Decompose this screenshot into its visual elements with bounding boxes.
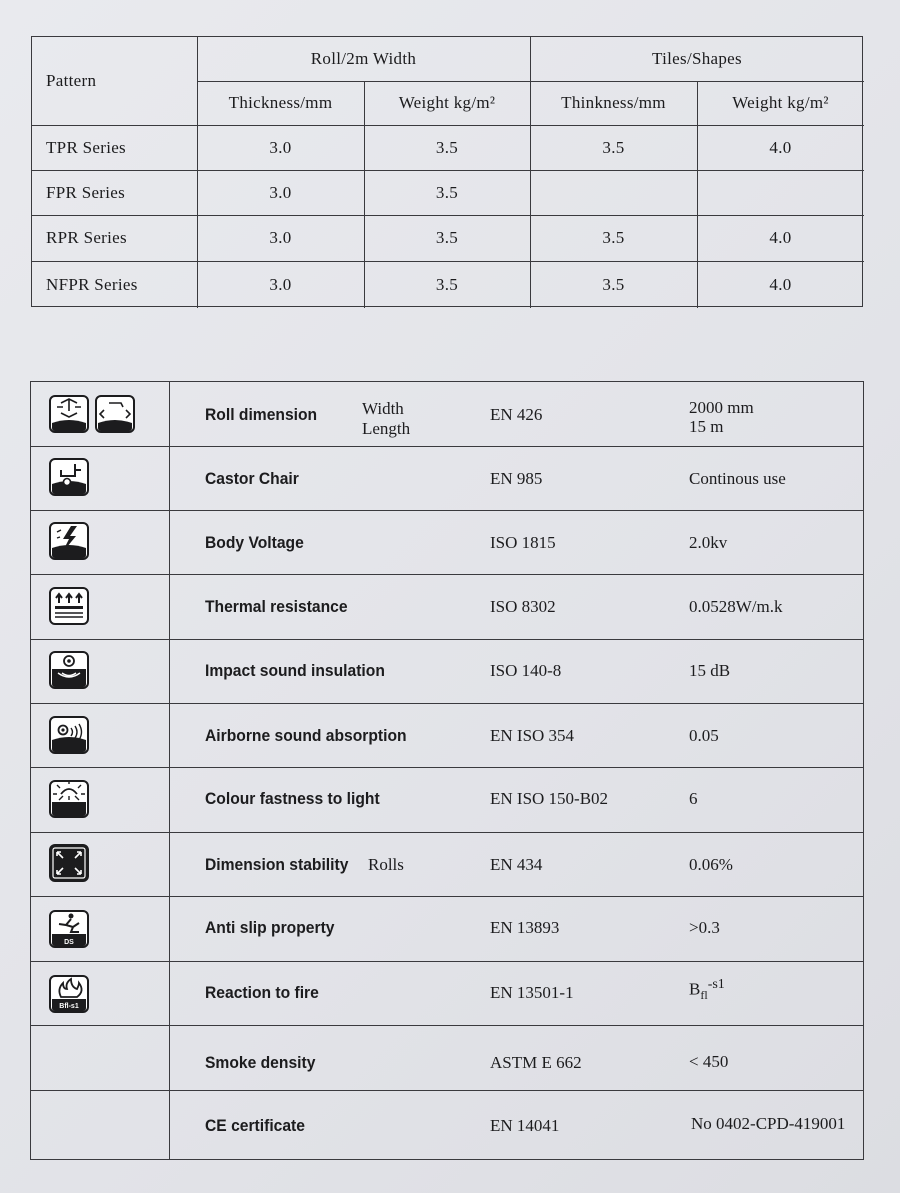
spec-name: Body Voltage [205,533,304,552]
spec-row [31,510,863,574]
table-cell-roll-weight: 3.5 [435,137,459,157]
table-cell-roll-thickness: 3.0 [269,182,292,202]
spec-standard: EN 985 [490,469,543,488]
table-cell-tiles-weight: 4.0 [769,228,792,247]
spec-value-length: 15 m [689,417,724,436]
spec-row [31,382,863,446]
spec-value: >0.3 [689,918,720,937]
spec-standard: ISO 8302 [490,597,556,616]
table-cell-tiles-thickness: 3.5 [602,228,625,247]
airborne-sound-icon [49,716,89,754]
spec-sub-rolls: Rolls [368,855,404,874]
spec-value [689,975,725,1005]
spec-row [31,639,863,703]
table-row-pattern: TPR Series [46,137,126,157]
spec-name: Airborne sound absorption [205,726,407,745]
header-tiles-group: Tiles/Shapes [652,49,742,68]
table-cell-roll-weight: 3.5 [435,228,459,247]
spec-standard: EN 434 [490,855,543,874]
spec-standard: EN 426 [490,405,543,424]
spec-name: Thermal resistance [205,597,348,616]
header-tiles-weight: Weight kg/m² [732,93,829,112]
spec-standard: EN 14041 [490,1116,560,1135]
table-cell-tiles-weight: 4.0 [769,137,792,157]
spec-row [31,574,863,639]
header-tiles-thickness: Thinkness/mm [561,93,666,112]
spec-row [31,961,863,1090]
spec-table [30,381,864,1160]
spec-value: No 0402-CPD-419001 [691,1114,846,1133]
table-cell-roll-thickness: 3.0 [269,137,292,157]
spec-value: Continous use [689,469,786,488]
dimension-stability-icon [49,844,89,882]
spec-value: 0.06% [689,855,733,874]
thermal-resistance-icon [49,587,89,625]
table-row-pattern: RPR Series [46,228,127,247]
spec-name: CE certificate [205,1116,305,1135]
spec-name: Anti slip property [205,918,335,937]
table-cell-tiles-weight: 4.0 [769,274,792,294]
header-pattern: Pattern [46,71,97,90]
spec-value: 2.0kv [689,533,728,552]
spec-row [31,832,863,896]
colour-fastness-icon [49,780,89,818]
spec-name: Reaction to fire [205,983,319,1002]
roll-dimension-length-icon [95,395,135,433]
header-roll-group: Roll/2m Width [310,49,417,68]
spec-name: Colour fastness to light [205,789,380,808]
spec-value: < 450 [689,1052,729,1071]
spec-value: 6 [689,789,698,808]
anti-slip-icon [49,910,89,948]
spec-value: 15 dB [689,661,731,680]
spec-value: 0.0528W/m.k [689,597,783,616]
spec-row [31,767,863,832]
spec-standard: EN ISO 150-B02 [490,789,609,808]
spec-row [31,896,863,961]
roll-dimension-width-icon [49,395,89,433]
spec-name: Smoke density [205,1053,316,1072]
spec-row [31,703,863,767]
spec-name: Dimension stability [205,855,349,874]
body-voltage-icon [49,522,89,560]
spec-standard: EN ISO 354 [490,726,575,745]
spec-standard: ASTM E 662 [490,1053,582,1072]
spec-name: Impact sound insulation [205,661,385,680]
spec-sub-length: Length [362,419,411,438]
impact-sound-icon [49,651,89,689]
spec-name: Castor Chair [205,469,299,488]
spec-standard: ISO 1815 [490,533,556,552]
header-roll-thickness: Thickness/mm [228,93,333,112]
table-row-pattern: NFPR Series [46,274,138,294]
pattern-table [31,36,863,307]
fire-class-sub: fl [700,988,708,1003]
table-cell-roll-weight: 3.5 [435,274,459,294]
table-cell-tiles-thickness: 3.5 [602,137,625,157]
spec-name: Roll dimension [205,405,318,424]
spec-sub-width: Width [362,399,404,418]
anti-slip-icon-label: DS [64,939,74,946]
spec-standard: EN 13893 [490,918,560,937]
table-cell-tiles-weight [697,170,864,215]
fire-class-main: B [689,979,701,999]
table-cell-roll-weight: 3.5 [435,182,459,202]
spec-row [31,446,863,510]
fire-class-suffix: -s1 [707,977,725,992]
reaction-to-fire-icon-label: Bfl-s1 [59,1003,79,1010]
table-row-pattern: FPR Series [46,182,126,202]
table-cell-roll-thickness: 3.0 [269,274,292,294]
table-cell-tiles-thickness: 3.5 [602,274,625,294]
table-cell-roll-thickness: 3.0 [269,228,292,247]
header-roll-weight: Weight kg/m² [398,93,496,112]
spec-standard: EN 13501-1 [490,983,574,1002]
spec-value-width: 2000 mm [689,398,754,417]
table-cell-tiles-thickness [530,170,697,215]
castor-chair-icon [49,458,89,496]
reaction-to-fire-icon [49,975,89,1013]
spec-standard: ISO 140-8 [490,661,562,680]
spec-value: 0.05 [689,726,719,745]
spec-row [31,1090,863,1161]
